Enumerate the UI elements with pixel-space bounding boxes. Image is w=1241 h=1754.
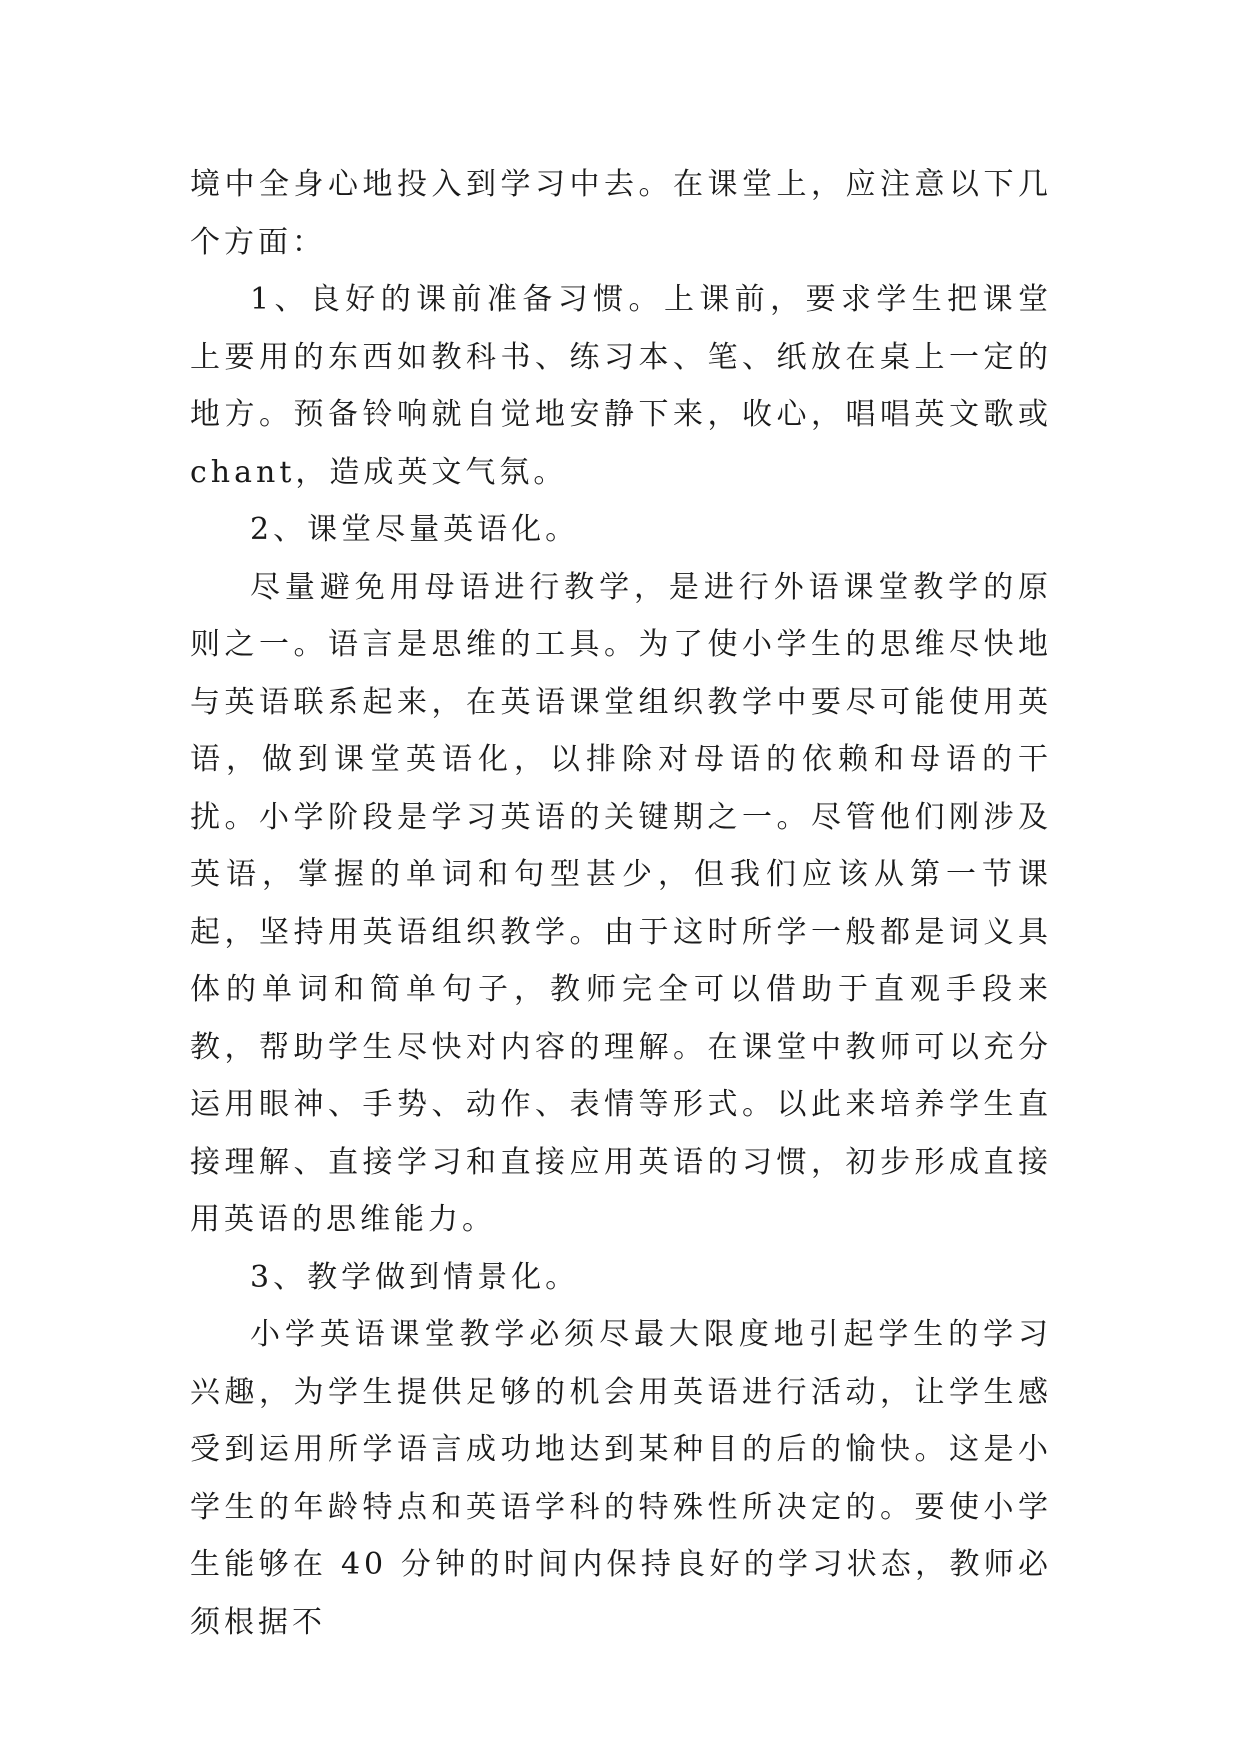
body-text — [190, 156, 1052, 1651]
paragraph-item-3-body: 小学英语课堂教学必须尽最大限度地引起学生的学习兴趣，为学生提供足够的机会用英语进行活动，让学生感受到运用所学语言成功地达到某种目的后的愉快。这是小学生的年龄特点和英语学科的特殊性所决定的。要使小学生能够在 40 分钟的时间内保持良好的学习状态，教师必须根据不 — [190, 1317, 1052, 1640]
paragraph-item-2-heading: 2、课堂尽量英语化。 — [250, 512, 580, 547]
paragraph-item-2-body: 尽量避免用母语进行教学，是进行外语课堂教学的原则之一。语言是思维的工具。为了使小学生的思维尽快地与英语联系起来，在英语课堂组织教学中要尽可能使用英语，做到课堂英语化，以排除对母语的依赖和母语的干扰。小学阶段是学习英语的关键期之一。尽管他们刚涉及英语，掌握的单词和句型甚少，但我们应该从第一节课起，坚持用英语组织教学。由于这时所学一般都是词义具体的单词和简单句子，教师完全可以借助于直观手段来教，帮助学生尽快对内容的理解。在课堂中教师可以充分运用眼神、手势、动作、表情等形式。以此来培养学生直接理解、直接学习和直接应用英语的习惯，初步形成直接用英语的思维能力。 — [190, 569, 1052, 1237]
paragraph-continuation: 境中全身心地投入到学习中去。在课堂上，应注意以下几个方面： — [190, 167, 1052, 260]
paragraph-item-1: 1、良好的课前准备习惯。上课前，要求学生把课堂上要用的东西如教科书、练习本、笔、纸放在桌上一定的地方。预备铃响就自觉地安静下来，收心，唱唱英文歌或chant，造成英文气氛。 — [190, 282, 1052, 490]
paragraph-item-3-heading: 3、教学做到情景化。 — [250, 1259, 580, 1295]
